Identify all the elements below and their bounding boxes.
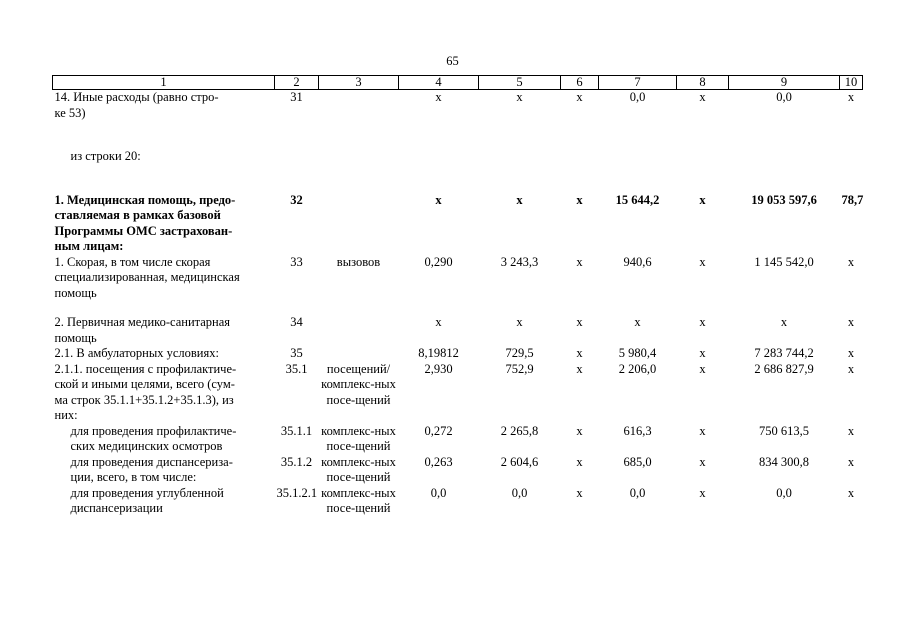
header-row — [53, 76, 863, 90]
row-value-cell: 2 686 827,9 — [754, 361, 814, 376]
row-value-cell: 0,0 — [629, 90, 646, 104]
row-name-line: помощь — [54, 285, 97, 300]
row-value-cell: 750 613,5 — [759, 423, 809, 438]
row-value-cell: х — [516, 315, 523, 329]
row-value-cell: х — [699, 346, 706, 360]
row-value-cell: х — [847, 90, 855, 104]
table-row — [53, 315, 863, 346]
row-value-cell — [561, 149, 599, 165]
row-value-cell: х — [435, 315, 442, 329]
row-value-cell: х — [699, 423, 706, 438]
row-value-cell: 5 980,4 — [618, 346, 657, 360]
row-value-cell: х — [576, 454, 583, 469]
row-value-cell: 616,3 — [623, 423, 652, 438]
row-value-cell: х — [435, 90, 442, 104]
row-value-cell — [319, 315, 399, 346]
row-value-cell: 7 283 744,2 — [754, 346, 814, 360]
row-value-cell: х — [516, 90, 523, 104]
row-value-cell: 0,0 — [511, 485, 528, 500]
header-cell: 2 — [275, 76, 319, 90]
row-value-cell: х — [699, 485, 706, 500]
row-value-cell: 0,0 — [430, 485, 447, 500]
row-value-cell: 0,0 — [776, 90, 792, 104]
header-cell: 4 — [399, 76, 479, 90]
header-cell: 10 — [840, 76, 863, 90]
row-value-cell: х — [847, 485, 855, 500]
row-value-cell: 31 — [290, 90, 303, 104]
row-value-cell: 35.1.2 — [280, 454, 313, 469]
row-value-cell: 0,0 — [629, 485, 646, 500]
row-value-cell: х — [576, 423, 583, 438]
row-value-cell: 1 145 542,0 — [754, 254, 814, 269]
row-value-cell: х — [576, 192, 583, 207]
row-value-cell — [319, 90, 399, 122]
row-value-cell — [319, 346, 399, 362]
spacer-row — [53, 135, 863, 149]
row-name-cell — [53, 362, 275, 424]
header-cell: 9 — [729, 76, 840, 90]
row-name-line: для проведения углубленной — [70, 485, 224, 500]
header-cell: 7 — [599, 76, 677, 90]
row-value-cell: 0,272 — [424, 423, 453, 438]
row-value-cell: х — [576, 346, 583, 360]
table-row — [53, 424, 863, 455]
row-value-cell: 19 053 597,6 — [751, 192, 817, 207]
row-value-cell: х — [576, 315, 583, 329]
row-value-cell — [275, 149, 319, 165]
row-name-line: 2.1.1. посещения с профилактиче- — [54, 361, 237, 376]
row-name-cell — [53, 315, 275, 346]
table-row — [53, 90, 863, 122]
row-name-cell — [53, 193, 275, 255]
row-value-cell: 3 243,3 — [500, 254, 539, 269]
data-table — [52, 75, 863, 517]
row-value-cell: 8,19812 — [418, 346, 459, 360]
row-value-cell: 729,5 — [505, 346, 534, 360]
row-value-cell: комплекс-ных посе-щений — [321, 454, 396, 484]
row-value-cell: посещений/ комплекс-ных посе-щений — [321, 361, 396, 407]
row-value-cell: вызовов — [336, 254, 381, 269]
row-value-cell — [840, 149, 863, 165]
row-name-line: 14. Иные расходы (равно стро- — [54, 90, 219, 104]
row-value-cell: 35 — [290, 346, 303, 360]
row-value-cell — [319, 149, 399, 165]
row-value-cell: х — [699, 192, 706, 207]
row-value-cell: комплекс-ных посе-щений — [321, 423, 396, 453]
row-name-cell — [53, 455, 275, 486]
row-value-cell: х — [576, 485, 583, 500]
header-cell: 5 — [479, 76, 561, 90]
row-name-line: ции, всего, в том числе: — [70, 470, 197, 484]
row-value-cell — [599, 149, 677, 165]
row-value-cell: 685,0 — [623, 454, 652, 469]
row-value-cell: 15 644,2 — [615, 192, 660, 207]
row-value-cell: 2 604,6 — [500, 454, 539, 469]
table-row — [53, 255, 863, 302]
row-value-cell: х — [699, 454, 706, 469]
row-name-cell — [53, 149, 275, 165]
row-value-cell: 0,290 — [424, 254, 453, 269]
row-value-cell: х — [847, 254, 855, 269]
row-value-cell: х — [576, 90, 583, 104]
row-value-cell: х — [847, 361, 855, 376]
row-value-cell — [729, 149, 840, 165]
spacer-cell — [53, 301, 863, 315]
row-value-cell: х — [516, 192, 523, 207]
row-name-line: ской и иными целями, всего (сум- — [54, 377, 235, 391]
spacer-cell — [53, 179, 863, 193]
row-value-cell: комплекс-ных посе-щений — [321, 485, 396, 515]
header-cell: 6 — [561, 76, 599, 90]
row-name-line: специализированная, медицинская — [54, 270, 240, 284]
row-value-cell — [319, 193, 399, 255]
row-value-cell: 0,0 — [776, 485, 792, 500]
row-name-line: Программы ОМС застрахован- — [54, 223, 233, 238]
row-value-cell: 34 — [290, 315, 303, 329]
row-value-cell: 752,9 — [505, 361, 534, 376]
page-number: 65 — [446, 54, 459, 68]
row-value-cell: х — [847, 346, 855, 360]
spacer-row — [53, 121, 863, 135]
spacer-row — [53, 179, 863, 193]
row-value-cell: х — [634, 315, 641, 329]
row-value-cell: х — [847, 423, 855, 438]
spacer-cell — [53, 165, 863, 179]
row-value-cell: 0,263 — [424, 454, 453, 469]
table-row — [53, 149, 863, 165]
row-name-cell — [53, 486, 275, 517]
header-cell: 3 — [319, 76, 399, 90]
table-row — [53, 486, 863, 517]
row-value-cell: 33 — [290, 254, 303, 269]
row-value-cell: 2 206,0 — [618, 361, 657, 376]
row-name-line: них: — [54, 408, 78, 422]
row-value-cell — [677, 149, 729, 165]
row-value-cell: 35.1 — [285, 361, 308, 376]
row-value-cell: 2 265,8 — [500, 423, 539, 438]
table-row — [53, 346, 863, 362]
row-name-line: ным лицам: — [54, 239, 124, 253]
spacer-cell — [53, 135, 863, 149]
table-row — [53, 455, 863, 486]
row-name-line: для проведения диспансериза- — [70, 454, 233, 469]
row-name-cell — [53, 90, 275, 122]
row-value-cell: 940,6 — [623, 254, 652, 269]
row-name-cell — [53, 424, 275, 455]
row-value-cell: х — [699, 315, 706, 329]
row-value-cell: 834 300,8 — [759, 454, 809, 469]
row-name-line: ставляемая в рамках базовой — [54, 208, 221, 222]
row-name-line: из строки 20: — [70, 149, 141, 163]
row-name-line: ма строк 35.1.1+35.1.2+35.1.3), из — [54, 392, 234, 407]
spacer-row — [53, 301, 863, 315]
header-cell: 1 — [53, 76, 275, 90]
row-value-cell: х — [435, 192, 442, 207]
row-value-cell: х — [699, 90, 706, 104]
row-value-cell: х — [780, 315, 788, 329]
row-name-line: помощь — [54, 330, 97, 345]
spacer-row — [53, 165, 863, 179]
row-value-cell: 2,930 — [424, 361, 453, 376]
row-value-cell: 32 — [290, 192, 303, 207]
row-name-line: диспансеризации — [70, 501, 163, 515]
spacer-cell — [53, 121, 863, 135]
row-value-cell: х — [699, 254, 706, 269]
row-value-cell — [399, 149, 479, 165]
row-value-cell: х — [699, 361, 706, 376]
row-value-cell: 78,7 — [841, 192, 864, 207]
row-value-cell — [479, 149, 561, 165]
row-value-cell: х — [576, 254, 583, 269]
row-value-cell: х — [847, 454, 855, 469]
row-value-cell: 35.1.1 — [280, 423, 313, 438]
row-name-line: 1. Скорая, в том числе скорая — [54, 254, 211, 269]
row-name-line: 1. Медицинская помощь, предо- — [54, 192, 236, 207]
row-value-cell: 35.1.2.1 — [276, 485, 318, 500]
row-name-line: ских медицинских осмотров — [70, 439, 223, 453]
table-row — [53, 362, 863, 424]
row-name-line: для проведения профилактиче- — [70, 423, 237, 438]
header-cell: 8 — [677, 76, 729, 90]
table-row — [53, 193, 863, 255]
row-value-cell: х — [576, 361, 583, 376]
row-name-line: 2. Первичная медико-санитарная — [54, 315, 231, 329]
row-name-cell — [53, 255, 275, 302]
row-value-cell: х — [847, 315, 855, 329]
row-name-line: ке 53) — [54, 105, 86, 120]
row-name-line: 2.1. В амбулаторных условиях: — [54, 346, 219, 360]
row-name-cell — [53, 346, 275, 362]
